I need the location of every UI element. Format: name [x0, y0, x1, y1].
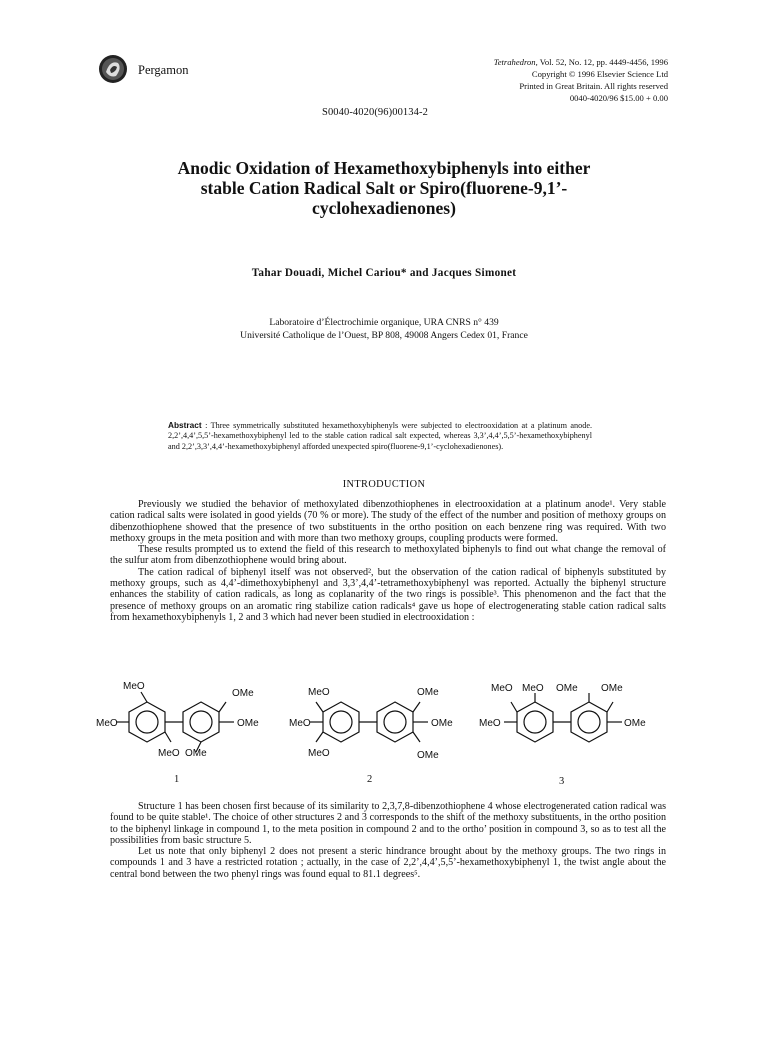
group-label: OMe	[417, 750, 439, 761]
group-label: OMe	[185, 748, 207, 759]
abstract-label: Abstract	[168, 420, 202, 430]
authors: Tahar Douadi, Michel Cariou* and Jacques Simonet	[251, 267, 517, 279]
benzene-ring	[323, 702, 359, 742]
compound-label: 3	[559, 776, 565, 787]
title-line-3: cyclohexadienones)	[312, 198, 456, 218]
group-label: OMe	[232, 688, 254, 699]
group-label: OMe	[601, 683, 623, 694]
intro-paragraph-3: The cation radical of biphenyl itself was not observed², but the observation of the cation radical of biphenyls substituted by methoxy groups, such as 4,4’-dimethoxybiphenyl and 3,3’,4,4’-tetramethoxybiphenyl was reported. Actually the biphenyl structure enhances the stability of cation radicals, as long as coplanarity of the two rings is possible³. This phenomenon and the fact that the presence of methoxy groups on an aromatic ring stabilize cation radicals⁴ gave us hope of electrogenerating stable cation radical salts from hexamethoxybiphenyls 1, 2 and 3 which had never been studied in electrooxidation :	[110, 566, 666, 623]
aromatic-circle	[578, 711, 600, 733]
intro-block-1	[110, 499, 666, 623]
intro-paragraph-1: Previously we studied the behavior of methoxylated dibenzothiophenes in electrooxidation at a platinum anode¹. Very stable cation radical salts were isolated in good yields (70 % or more). The study of the effect of the number and position of methoxy groups on dibenzothiophene showed that the presence of two substituents in the ortho position on each benzene ring was required. With two methoxy groups in the meta position and with more than two methoxy groups, coupling products were formed.	[110, 499, 666, 544]
benzene-ring	[517, 702, 553, 742]
compound-3-structure	[504, 693, 622, 742]
journal-title: Tetrahedron	[493, 57, 536, 67]
compound-1-structure	[116, 692, 234, 752]
structures-figure	[96, 680, 672, 790]
intro-paragraph-5: Let us note that only biphenyl 2 does not present a steric hindrance brought about by the methoxy groups. The two rings in compounds 1 and 3 have a restricted rotation ; actually, in the case of 2,2’,4,4’,5,5’-hexamethoxybiphenyl 1, the twist angle about the central bond between the two phenyl rings was found equal to 81.1 degrees⁵.	[110, 846, 666, 880]
intro-paragraph-4: Structure 1 has been chosen first because of its similarity to 2,3,7,8-dibenzothiophene 4 whose electrogenerated cation radical was found to be quite stable¹. The choice of other structures 2 and 3 corresponds to the shift of the methoxy substituents, in the ortho position to the biphenyl linkage in compound 1, to the meta position in compound 2 and to the ortho’ position in compound 3, so as to test all the possibilities from basic structure 5.	[110, 801, 666, 846]
affiliation-line-2: Université Catholique de l’Ouest, BP 808, 49008 Angers Cedex 01, France	[240, 329, 528, 341]
benzene-ring	[571, 702, 607, 742]
group-label: OMe	[556, 683, 578, 694]
publisher-logo	[98, 54, 128, 84]
affiliation	[140, 317, 628, 342]
benzene-ring	[377, 702, 413, 742]
journal-citation	[494, 56, 668, 104]
affiliation-line-1: Laboratoire d’Électrochimie organique, URA CNRS n° 439	[269, 317, 499, 328]
compound-label: 1	[174, 774, 180, 785]
publisher-name: Pergamon	[138, 63, 189, 77]
group-label: MeO	[158, 748, 180, 759]
aromatic-circle	[190, 711, 212, 733]
group-label: MeO	[96, 718, 118, 729]
compound-label: 2	[367, 774, 373, 785]
title-line-1: Anodic Oxidation of Hexamethoxybiphenyls into either	[177, 158, 591, 178]
group-label: OMe	[237, 718, 259, 729]
aromatic-circle	[136, 711, 158, 733]
intro-paragraph-2: These results prompted us to extend the field of this research to methoxylated biphenyls to find out what change the removal of the sulfur atom from dibenzothiophene would bring about.	[110, 544, 666, 567]
section-heading: INTRODUCTION	[342, 479, 426, 490]
doi: S0040-4020(96)00134-2	[322, 107, 428, 118]
paper-title	[120, 158, 648, 218]
group-label: OMe	[417, 687, 439, 698]
abstract-text: : Three symmetrically substituted hexamethoxybiphenyls were subjected to electrooxidation at a platinum anode. 2,2’,4,4’,5,5’-hexamethoxybiphenyl led to the stable cation radical salt expected, whereas 3,3’,4,4’,5,5’-hexamethoxybiphenyl and 2,2’,3,3’,4,4’-hexamethoxybiphenyl afforded unexpected spiro(fluorene-9,1’-cyclohexadienones).	[168, 421, 593, 451]
aromatic-circle	[330, 711, 352, 733]
benzene-ring	[183, 702, 219, 742]
abstract	[168, 420, 592, 452]
group-label: MeO	[491, 683, 513, 694]
group-label: OMe	[431, 718, 453, 729]
aromatic-circle	[384, 711, 406, 733]
group-label: MeO	[308, 748, 330, 759]
intro-block-2	[110, 801, 666, 880]
group-label: MeO	[123, 681, 145, 692]
title-line-2: stable Cation Radical Salt or Spiro(fluorene-9,1’-	[200, 178, 568, 198]
issn-line: 0040-4020/96 $15.00 + 0.00	[569, 93, 668, 103]
benzene-ring	[129, 702, 165, 742]
citation-details: , Vol. 52, No. 12, pp. 4449-4456, 1996	[535, 57, 668, 67]
compound-structures	[96, 680, 672, 790]
aromatic-circle	[524, 711, 546, 733]
printed-line: Printed in Great Britain. All rights reserved	[519, 81, 668, 91]
group-label: MeO	[289, 718, 311, 729]
group-label: MeO	[522, 683, 544, 694]
copyright-line: Copyright © 1996 Elsevier Science Ltd	[531, 69, 668, 79]
group-label: OMe	[624, 718, 646, 729]
group-label: MeO	[308, 687, 330, 698]
compound-2-structure	[310, 702, 428, 742]
group-label: MeO	[479, 718, 501, 729]
